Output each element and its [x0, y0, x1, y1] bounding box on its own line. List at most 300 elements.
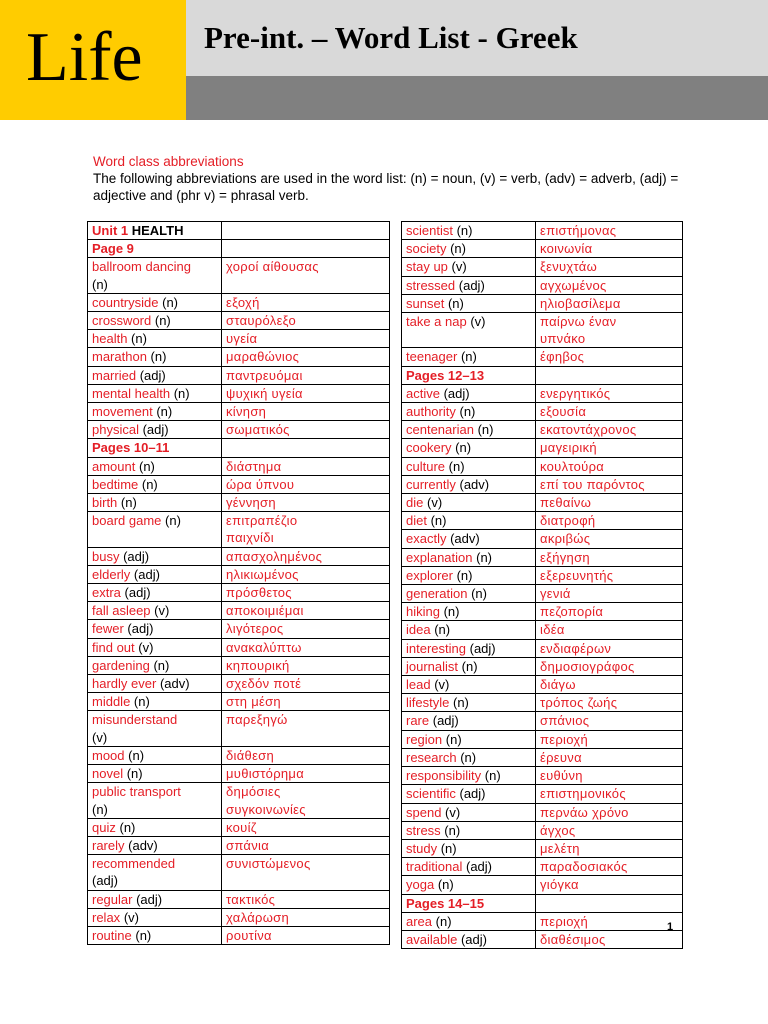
english-cell: [402, 748, 536, 766]
word-class: (n): [131, 331, 147, 347]
english-cell: [88, 746, 222, 764]
greek-cell: [536, 621, 683, 639]
english-word: responsibility: [406, 768, 482, 784]
word-class: (adj): [127, 621, 154, 637]
greek-translation: παραδοσιακός: [540, 859, 628, 875]
greek-translation: σταυρόλεξο: [226, 313, 296, 329]
word-row: [402, 403, 683, 421]
greek-translation: ανακαλύπτω: [226, 639, 302, 655]
word-row: [88, 638, 390, 656]
greek-cell: [536, 366, 683, 384]
english-cell: [402, 821, 536, 839]
greek-cell: [536, 694, 683, 712]
english-cell: [88, 475, 222, 493]
english-word: rarely: [92, 837, 125, 853]
word-row: [402, 548, 683, 566]
word-class: (n): [128, 747, 145, 763]
word-row: [402, 348, 683, 366]
section-heading-row: [402, 366, 683, 384]
word-row: [88, 457, 390, 475]
greek-translation: αποκοιμιέμαι: [226, 603, 304, 619]
word-row: [88, 293, 390, 311]
greek-cell: [536, 530, 683, 548]
english-cell: [88, 293, 222, 311]
greek-translation-cont: υπνάκο: [540, 331, 586, 347]
greek-cell: [222, 584, 390, 602]
word-row: [88, 620, 390, 638]
english-word: scientific: [406, 786, 456, 802]
greek-translation: σωματικός: [226, 422, 290, 438]
greek-translation: εκατοντάχρονος: [540, 422, 637, 438]
greek-cell: [222, 475, 390, 493]
word-row: [402, 657, 683, 675]
unit-title: HEALTH: [128, 223, 184, 238]
greek-cell: [536, 457, 683, 475]
english-cell: [88, 584, 222, 602]
english-word: traditional: [406, 859, 463, 875]
greek-cell: [222, 293, 390, 311]
word-class: (adv): [450, 531, 480, 547]
english-cell: [402, 785, 536, 803]
greek-translation: έρευνα: [540, 749, 582, 765]
word-class: (n): [456, 223, 473, 238]
greek-translation: παρεξηγώ: [226, 712, 288, 728]
word-row: [402, 384, 683, 402]
greek-translation: πεθαίνω: [540, 495, 592, 511]
greek-translation: εξουσία: [540, 404, 587, 420]
english-cell: [88, 512, 222, 547]
word-row: [402, 566, 683, 584]
english-word: gardening: [92, 657, 150, 673]
greek-cell: [536, 294, 683, 312]
english-word: stay up: [406, 259, 448, 275]
greek-cell: [536, 258, 683, 276]
greek-translation: άγχος: [540, 822, 576, 838]
abbreviations-heading: Word class abbreviations: [93, 154, 244, 169]
word-row: [402, 676, 683, 694]
english-word: board game: [92, 513, 162, 529]
greek-translation: δημόσιες: [226, 784, 281, 800]
word-row: [88, 384, 390, 402]
english-word: fewer: [92, 621, 124, 637]
english-cell: [402, 858, 536, 876]
greek-cell: [536, 240, 683, 258]
greek-translation: ξενυχτάω: [540, 259, 598, 275]
greek-cell: [222, 818, 390, 836]
greek-cell: [536, 821, 683, 839]
word-row: [88, 656, 390, 674]
greek-cell: [536, 276, 683, 294]
english-cell: [402, 313, 536, 348]
word-row: [88, 348, 390, 366]
english-cell: [88, 457, 222, 475]
english-word: bedtime: [92, 476, 139, 492]
word-row: [88, 783, 390, 818]
word-row: [402, 876, 683, 894]
greek-translation: τακτικός: [226, 891, 276, 907]
english-word: public transport: [92, 784, 181, 800]
word-row: [88, 926, 390, 944]
greek-translation: περνάω χρόνο: [540, 804, 629, 820]
english-cell: [88, 403, 222, 421]
word-class: (adj): [136, 891, 163, 907]
word-row: [402, 258, 683, 276]
english-cell: [88, 836, 222, 854]
english-word: teenager: [406, 349, 458, 365]
word-row: [88, 547, 390, 565]
english-cell: [402, 240, 536, 258]
english-word: culture: [406, 458, 446, 474]
english-word: routine: [92, 927, 132, 943]
word-row: [402, 839, 683, 857]
greek-translation: διάθεση: [226, 747, 275, 763]
english-cell: [88, 494, 222, 512]
greek-cell: [536, 403, 683, 421]
greek-cell: [222, 783, 390, 818]
greek-cell: [222, 384, 390, 402]
greek-translation: περιοχή: [540, 731, 589, 747]
greek-cell: [536, 803, 683, 821]
greek-translation: στη μέση: [226, 694, 281, 710]
abbreviations-intro: [93, 153, 693, 204]
greek-translation: έφηβος: [540, 349, 585, 365]
greek-cell: [536, 876, 683, 894]
english-cell: [88, 693, 222, 711]
english-cell: [88, 783, 222, 818]
word-row: [88, 403, 390, 421]
word-class: (n): [165, 513, 181, 529]
word-class: (adj): [123, 548, 150, 564]
word-class: (n): [484, 768, 501, 784]
greek-translation: χοροί αίθουσας: [226, 259, 319, 275]
word-class: (n): [461, 658, 478, 674]
word-row: [402, 767, 683, 785]
greek-cell: [222, 565, 390, 583]
greek-translation: εξήγηση: [540, 549, 590, 565]
word-class: (n): [460, 749, 477, 765]
english-word: cookery: [406, 440, 452, 456]
greek-cell: [222, 258, 390, 293]
word-row: [88, 512, 390, 547]
greek-cell: [222, 240, 390, 258]
word-class: (v): [123, 909, 139, 925]
greek-cell: [536, 858, 683, 876]
section-heading: [88, 439, 222, 457]
english-cell: [402, 421, 536, 439]
greek-translation-cont: συγκοινωνίες: [226, 801, 306, 817]
greek-cell: [536, 639, 683, 657]
english-cell: [88, 818, 222, 836]
english-word: countryside: [92, 294, 159, 310]
english-word: study: [406, 840, 438, 856]
word-row: [402, 294, 683, 312]
english-cell: [402, 222, 536, 240]
english-word: active: [406, 385, 440, 401]
word-class: (n): [452, 695, 469, 711]
word-row: [402, 803, 683, 821]
greek-cell: [222, 890, 390, 908]
word-class: (adj): [460, 931, 487, 947]
greek-cell: [222, 348, 390, 366]
greek-cell: [536, 512, 683, 530]
greek-cell: [222, 547, 390, 565]
english-cell: [402, 603, 536, 621]
section-heading: [402, 366, 536, 384]
english-word: explanation: [406, 549, 473, 565]
english-word: health: [92, 331, 128, 347]
english-cell: [402, 530, 536, 548]
word-class: (n): [92, 801, 108, 817]
word-class: (adj): [124, 585, 151, 601]
english-cell: [402, 803, 536, 821]
greek-translation: εξερευνητής: [540, 567, 614, 583]
word-row: [88, 475, 390, 493]
english-word: generation: [406, 586, 468, 602]
life-logo: [0, 0, 186, 120]
greek-translation: ώρα ύπνου: [226, 476, 295, 492]
word-row: [402, 694, 683, 712]
english-word: research: [406, 749, 457, 765]
english-cell: [402, 876, 536, 894]
english-word: lifestyle: [406, 695, 450, 711]
english-word: currently: [406, 476, 456, 492]
english-word: centenarian: [406, 422, 474, 438]
english-cell: [402, 639, 536, 657]
greek-cell: [536, 384, 683, 402]
word-row: [402, 858, 683, 876]
greek-translation: διαθέσιμος: [540, 931, 606, 947]
greek-cell: [536, 676, 683, 694]
word-class: (n): [471, 586, 487, 602]
english-cell: [402, 621, 536, 639]
greek-cell: [536, 548, 683, 566]
english-cell: [88, 926, 222, 944]
word-row: [402, 457, 683, 475]
english-word: fall asleep: [92, 603, 151, 619]
english-word: regular: [92, 891, 133, 907]
greek-translation: ενδιαφέρων: [540, 640, 612, 656]
greek-cell: [222, 711, 390, 746]
english-word: explorer: [406, 567, 453, 583]
word-row: [88, 890, 390, 908]
section-heading-row: [88, 240, 390, 258]
greek-cell: [536, 348, 683, 366]
greek-cell: [536, 494, 683, 512]
word-row: [88, 330, 390, 348]
english-cell: [402, 348, 536, 366]
greek-translation: ακριβώς: [540, 531, 591, 547]
english-cell: [402, 475, 536, 493]
word-row: [88, 312, 390, 330]
english-cell: [88, 547, 222, 565]
greek-cell: [536, 748, 683, 766]
word-class: (n): [456, 567, 473, 583]
word-class: (adv): [159, 676, 190, 692]
english-word: diet: [406, 513, 427, 529]
greek-translation: σχεδόν ποτέ: [226, 676, 302, 692]
english-word: stress: [406, 822, 441, 838]
english-word: middle: [92, 694, 131, 710]
english-cell: [88, 348, 222, 366]
english-word: interesting: [406, 640, 466, 656]
greek-translation: περιοχή: [540, 913, 589, 929]
greek-cell: [222, 403, 390, 421]
english-word: region: [406, 731, 443, 747]
english-word: society: [406, 241, 447, 257]
word-class: (adj): [443, 385, 470, 401]
word-class: (n): [135, 927, 152, 943]
greek-translation: κηπουρική: [226, 657, 290, 673]
title-band: [186, 0, 768, 76]
word-class: (n): [440, 840, 457, 856]
heading-text: Pages 12–13: [406, 367, 485, 383]
english-word: hiking: [406, 604, 440, 620]
word-class: (n): [477, 422, 494, 438]
english-word: crossword: [92, 313, 152, 329]
english-word: authority: [406, 404, 456, 420]
header-grey-band: [186, 76, 768, 120]
english-cell: [88, 675, 222, 693]
greek-translation: ηλιοβασίλεμα: [540, 295, 621, 311]
word-row: [88, 836, 390, 854]
word-row: [88, 855, 390, 890]
english-word: idea: [406, 622, 431, 638]
greek-translation: διατροφή: [540, 513, 596, 529]
word-row: [402, 712, 683, 730]
greek-translation: παίρνω έναν: [540, 314, 617, 330]
greek-cell: [536, 712, 683, 730]
greek-cell: [222, 855, 390, 890]
greek-cell: [536, 785, 683, 803]
section-heading-row: [88, 222, 390, 240]
word-list-table-left: [87, 221, 390, 945]
english-word: quiz: [92, 819, 116, 835]
english-cell: [402, 294, 536, 312]
greek-translation: αγχωμένος: [540, 277, 607, 293]
english-word: scientist: [406, 223, 453, 238]
english-word: spend: [406, 804, 442, 820]
word-class: (v): [434, 677, 450, 693]
greek-cell: [222, 656, 390, 674]
greek-translation: κίνηση: [226, 404, 267, 420]
greek-cell: [222, 620, 390, 638]
english-word: exactly: [406, 531, 447, 547]
word-class: (n): [120, 495, 137, 511]
word-class: (n): [459, 404, 476, 420]
english-cell: [402, 566, 536, 584]
english-cell: [402, 767, 536, 785]
english-cell: [402, 694, 536, 712]
word-row: [88, 258, 390, 293]
greek-cell: [222, 836, 390, 854]
english-word: area: [406, 913, 433, 929]
word-row: [402, 621, 683, 639]
word-class: (n): [460, 349, 477, 365]
word-class: (adj): [139, 367, 166, 383]
word-row: [402, 603, 683, 621]
greek-translation: επιτραπέζιο: [226, 513, 298, 529]
word-row: [88, 584, 390, 602]
greek-cell: [222, 693, 390, 711]
word-class: (n): [450, 241, 466, 257]
english-cell: [88, 765, 222, 783]
word-class: (adj): [432, 713, 459, 729]
word-row: [402, 585, 683, 603]
word-row: [88, 602, 390, 620]
english-cell: [402, 676, 536, 694]
english-word: busy: [92, 548, 120, 564]
english-word: misunderstand: [92, 712, 178, 728]
english-cell: [88, 656, 222, 674]
abbreviations-text: The following abbreviations are used in the word list: (n) = noun, (v) = verb, (adv) = adverb, (adj) = adjective and (phr v) = phrasal verb.: [93, 171, 679, 203]
greek-cell: [222, 602, 390, 620]
word-class: (v): [445, 804, 461, 820]
english-word: sunset: [406, 295, 445, 311]
logo-text: Life: [26, 19, 143, 96]
word-row: [402, 222, 683, 240]
english-cell: [88, 384, 222, 402]
english-word: marathon: [92, 349, 147, 365]
english-cell: [402, 657, 536, 675]
word-row: [88, 765, 390, 783]
greek-translation: κοινωνία: [540, 241, 593, 257]
english-cell: [88, 366, 222, 384]
word-class: (n): [444, 822, 461, 838]
greek-translation: μαραθώνιος: [226, 349, 300, 365]
greek-translation: ρουτίνα: [226, 927, 272, 943]
word-class: (n): [430, 513, 447, 529]
greek-cell: [222, 312, 390, 330]
word-row: [402, 912, 683, 930]
greek-cell: [536, 475, 683, 493]
greek-translation: δημοσιογράφος: [540, 658, 635, 674]
word-row: [88, 746, 390, 764]
greek-translation: γενιά: [540, 586, 571, 602]
word-class: (adj): [133, 566, 160, 582]
greek-translation: εξοχή: [226, 294, 260, 310]
word-class: (n): [92, 276, 108, 292]
english-cell: [88, 602, 222, 620]
heading-text: Page 9: [92, 241, 134, 257]
greek-translation: υγεία: [226, 331, 258, 347]
english-cell: [402, 494, 536, 512]
word-class: (n): [448, 458, 465, 474]
greek-translation: σπάνιος: [540, 713, 590, 729]
english-cell: [88, 565, 222, 583]
greek-translation: μαγειρική: [540, 440, 597, 456]
greek-cell: [222, 765, 390, 783]
greek-translation: επί του παρόντος: [540, 476, 645, 492]
english-word: yoga: [406, 877, 435, 893]
word-class: (n): [154, 313, 171, 329]
word-row: [88, 675, 390, 693]
greek-translation: μελέτη: [540, 840, 580, 856]
greek-translation: ηλικιωμένος: [226, 566, 299, 582]
word-row: [88, 818, 390, 836]
word-row: [402, 494, 683, 512]
greek-cell: [536, 930, 683, 948]
greek-translation: διάστημα: [226, 458, 282, 474]
greek-cell: [222, 746, 390, 764]
word-class: (n): [150, 349, 167, 365]
english-cell: [88, 908, 222, 926]
greek-translation: μυθιστόρημα: [226, 766, 305, 782]
english-word: birth: [92, 495, 118, 511]
greek-translation: κουλτούρα: [540, 458, 605, 474]
page-title: Pre-int. – Word List - Greek: [204, 20, 578, 55]
word-class: (v): [426, 495, 443, 511]
word-class: (n): [173, 385, 190, 401]
